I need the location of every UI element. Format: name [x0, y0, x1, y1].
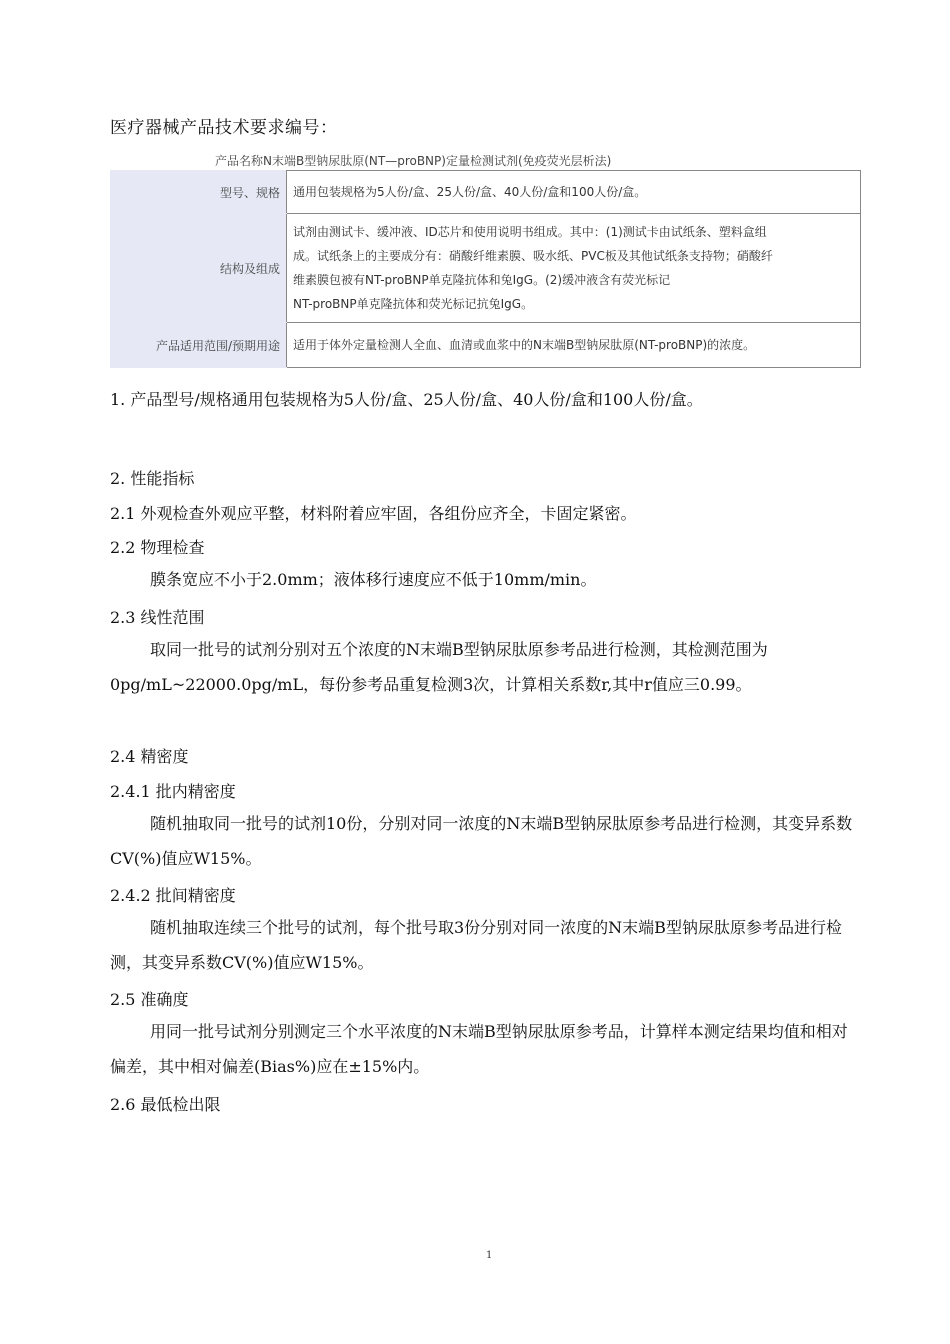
- section-1: 1. 产品型号/规格通用包装规格为5人份/盒、25人份/盒、40人份/盒和100人份/盒。: [110, 390, 703, 409]
- value-line: 成。试纸条上的主要成分有：硝酸纤维素膜、吸水纸、PVC板及其他试纸条支持物；硝酸纤: [293, 249, 773, 263]
- section-2-2-heading: 2.2 物理检查: [110, 538, 205, 557]
- page-number: 1: [486, 1250, 493, 1261]
- table-row: [111, 171, 861, 214]
- row-value: 适用于体外定量检测人全血、血清或血浆中的N末端B型钠尿肽原(NT-proBNP)的浓度。: [287, 323, 861, 368]
- table-caption: 产品名称N末端B型钠尿肽原(NT—proBNP)定量检测试剂(免疫荧光层析法): [215, 154, 612, 168]
- row-label: 结构及组成: [111, 214, 287, 323]
- row-label: 产品适用范围/预期用途: [111, 323, 287, 368]
- section-2-heading: 2. 性能指标: [110, 469, 195, 488]
- section-2-4-heading: 2.4 精密度: [110, 747, 189, 766]
- section-2-6-heading: 2.6 最低检出限: [110, 1095, 221, 1114]
- row-value: 通用包装规格为5人份/盒、25人份/盒、40人份/盒和100人份/盒。: [287, 171, 861, 214]
- section-2-4-2-heading: 2.4.2 批间精密度: [110, 886, 236, 905]
- section-2-3-heading: 2.3 线性范围: [110, 608, 205, 627]
- section-2-4-2-body: 随机抽取连续三个批号的试剂，每个批号取3份分别对同一浓度的N末端B型钠尿肽原参考品进行检测，其变异系数CV(%)值应W15%。: [110, 918, 842, 972]
- section-2-5-heading: 2.5 准确度: [110, 990, 189, 1009]
- section-2-2-body: 膜条宽应不小于2.0mm；液体移行速度应不低于10mm/min。: [150, 570, 597, 589]
- section-2-1: 2.1 外观检查外观应平整，材料附着应牢固，各组份应齐全，卡固定紧密。: [110, 504, 637, 523]
- section-2-3-body: 取同一批号的试剂分别对五个浓度的N末端B型钠尿肽原参考品进行检测，其检测范围为0pg/mL~22000.0pg/mL，每份参考品重复检测3次，计算相关系数r,其中r值应三0.99。: [110, 640, 768, 694]
- product-info-table: [110, 170, 861, 368]
- table-row: [111, 323, 861, 368]
- value-line: 试剂由测试卡、缓冲液、ID芯片和使用说明书组成。其中：(1)测试卡由试纸条、塑料盒组: [293, 225, 767, 239]
- document-title: 医疗器械产品技术要求编号：: [110, 118, 338, 138]
- section-2-4-1-heading: 2.4.1 批内精密度: [110, 782, 236, 801]
- row-label: 型号、规格: [111, 171, 287, 214]
- table-row: [111, 214, 861, 323]
- section-2-4-1-body: 随机抽取同一批号的试剂10份，分别对同一浓度的N末端B型钠尿肽原参考品进行检测，其变异系数CV(%)值应W15%。: [110, 814, 853, 868]
- value-line: NT-proBNP单克隆抗体和荧光标记抗兔IgG。: [293, 297, 534, 311]
- row-value: [287, 214, 861, 323]
- section-2-5-body: 用同一批号试剂分别测定三个水平浓度的N末端B型钠尿肽原参考品，计算样本测定结果均值和相对偏差，其中相对偏差(Bias%)应在±15%内。: [110, 1022, 848, 1076]
- value-line: 维素膜包被有NT-proBNP单克隆抗体和兔IgG。(2)缓冲液含有荧光标记: [293, 273, 671, 287]
